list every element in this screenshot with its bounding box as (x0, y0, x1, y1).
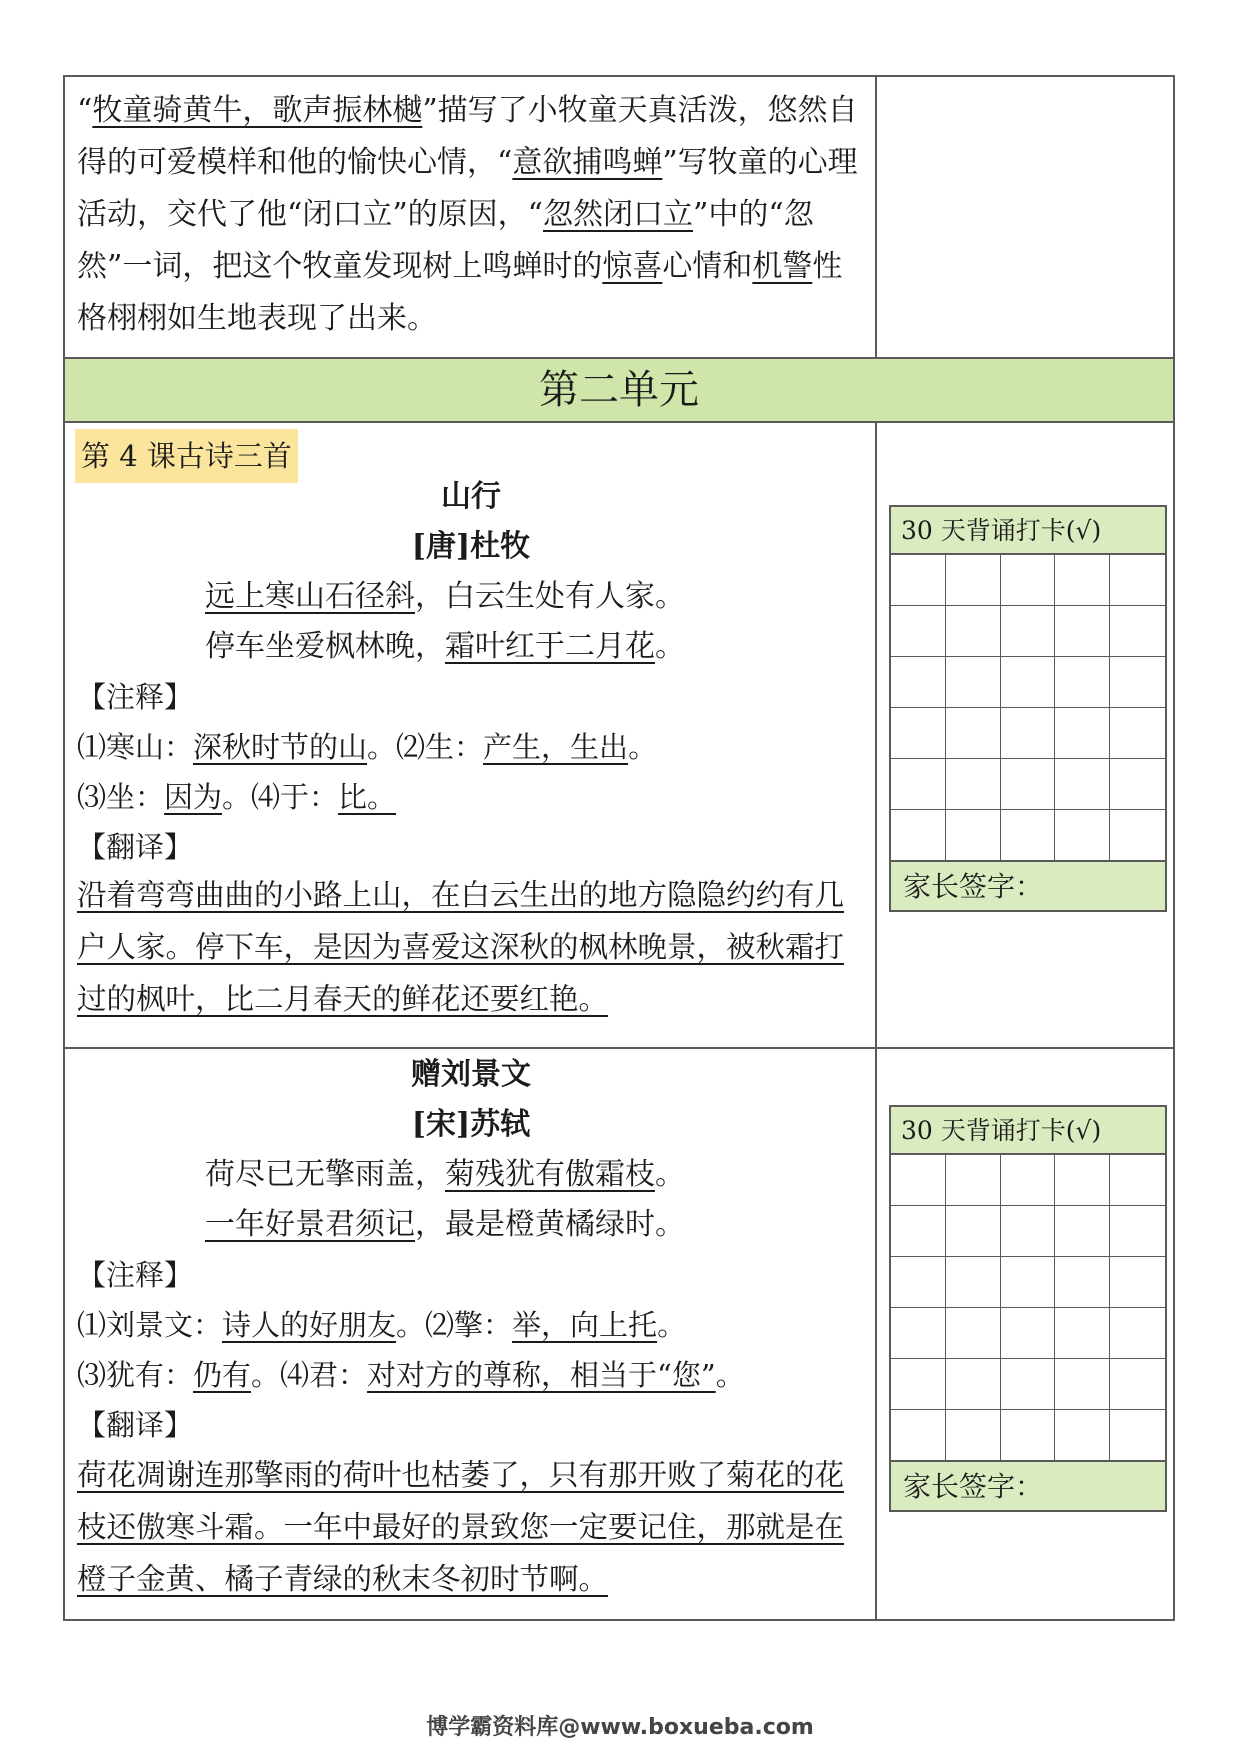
worksheet-table (63, 75, 1175, 1621)
note-line (77, 1305, 686, 1345)
text-segment: 。 (655, 1157, 685, 1192)
poem-line (205, 577, 685, 617)
underlined-text: 霜叶红于二月花 (445, 629, 655, 664)
text-segment: 。 (715, 1358, 745, 1392)
text-segment: “ (77, 93, 93, 128)
text-segment: 荷尽已无擎雨盖， (205, 1157, 445, 1192)
text-segment: ，最是橙黄橘绿时。 (415, 1207, 685, 1242)
intro-row (65, 77, 1173, 357)
text-segment: 。 (628, 730, 658, 764)
underlined-text: 机警 (752, 249, 813, 284)
text-segment: 。⑷于： (222, 780, 339, 814)
notes-heading: 【注释】 (77, 1258, 194, 1292)
underlined-text: 惊喜 (602, 249, 663, 284)
underlined-text: 忽然闭口立 (543, 197, 694, 232)
checkin-grid[interactable] (891, 1155, 1165, 1461)
text-segment: 心情和 (662, 249, 753, 284)
translation-heading: 【翻译】 (77, 830, 194, 864)
underlined-text: 诗人的好朋友 (222, 1308, 397, 1342)
poem2-side-cell (877, 1049, 1173, 1619)
intro-side-cell (877, 77, 1173, 357)
poem2-cell (65, 1049, 877, 1619)
text-segment: ”写牧童的心理活动，交代了他“闭口立”的原因，“ (77, 145, 858, 232)
text-segment: 停车坐爱枫林晚， (205, 629, 445, 664)
text-segment: 性格栩栩如生地表现了出来。 (77, 249, 843, 336)
parent-signature[interactable]: 家长签字： (891, 1461, 1165, 1510)
site-footer: 博学霸资料库@www.boxueba.com (426, 1715, 814, 1740)
underlined-text: 产生，生出 (483, 730, 629, 764)
text-segment: 。 (655, 629, 685, 664)
underlined-text: 深秋时节的山 (193, 730, 368, 764)
translation-text: 荷花凋谢连那擎雨的荷叶也枯萎了，只有那开败了菊花的花枝还傲寒斗霜。一年中最好的景致您一定要记住，那就是在橙子金黄、橘子青绿的秋末冬初时节啊。 (77, 1458, 845, 1596)
poem-author: [宋]苏轼 (411, 1107, 531, 1142)
poem1-side-cell (877, 423, 1173, 1047)
poem-title: 赠刘景文 (411, 1057, 531, 1092)
checkin-header: 30 天背诵打卡(√) (891, 507, 1165, 555)
underlined-text: 牧童骑黄牛，歌声振林樾 (92, 93, 423, 128)
underlined-text: 举，向上托 (512, 1308, 658, 1342)
note-line (77, 777, 396, 817)
poem2-row (65, 1047, 1173, 1619)
poem-author: [唐]杜牧 (411, 529, 531, 564)
text-segment: 。⑵生： (367, 730, 484, 764)
intro-text (65, 77, 877, 357)
note-line (77, 727, 657, 767)
underlined-text: 远上寒山石径斜 (205, 579, 415, 614)
text-segment: ，白云生处有人家。 (415, 579, 685, 614)
text-segment: ”中的“忽然”一词，把这个牧童发现树上鸣蝉时的 (77, 197, 814, 284)
underlined-text: 比。 (338, 780, 397, 814)
text-segment: ⑶犹有： (77, 1358, 194, 1392)
checkin-card (889, 1105, 1167, 1512)
poem-line (205, 1155, 685, 1195)
poem-title: 山行 (441, 479, 501, 514)
note-line (77, 1355, 745, 1395)
translation-text: 沿着弯弯曲曲的小路上山，在白云生出的地方隐隐约约有几户人家。停下车，是因为喜爱这深秋的枫林晚景，被秋霜打过的枫叶，比二月春天的鲜花还要红艳。 (77, 878, 845, 1016)
lesson-label: 第 4 课古诗三首 (75, 429, 298, 483)
text-segment: ⑴寒山： (77, 730, 194, 764)
poem-line (205, 627, 685, 667)
notes-heading: 【注释】 (77, 680, 194, 714)
underlined-text: 意欲捕鸣蝉 (512, 145, 663, 180)
underlined-text: 对对方的尊称，相当于“您” (367, 1358, 716, 1392)
text-segment: ⑶坐： (77, 780, 165, 814)
poem-line (205, 1205, 685, 1245)
underlined-text: 菊残犹有傲霜枝 (445, 1157, 655, 1192)
text-segment: 。⑷君： (251, 1358, 368, 1392)
poem1-cell (65, 423, 877, 1047)
text-segment: 。 (657, 1308, 687, 1342)
unit-title: 第二单元 (65, 357, 1173, 421)
parent-signature[interactable]: 家长签字： (891, 861, 1165, 910)
underlined-text: 因为 (164, 780, 223, 814)
text-segment: 。⑵擎： (396, 1308, 513, 1342)
text-segment: ”描写了小牧童天真活泼，悠然自得的可爱模样和他的愉快心情，“ (77, 93, 858, 180)
checkin-card (889, 505, 1167, 912)
checkin-header: 30 天背诵打卡(√) (891, 1107, 1165, 1155)
underlined-text: 仍有 (193, 1358, 252, 1392)
translation-heading: 【翻译】 (77, 1408, 194, 1442)
text-segment: ⑴刘景文： (77, 1308, 223, 1342)
poem1-row (65, 421, 1173, 1047)
underlined-text: 一年好景君须记 (205, 1207, 415, 1242)
checkin-grid[interactable] (891, 555, 1165, 861)
